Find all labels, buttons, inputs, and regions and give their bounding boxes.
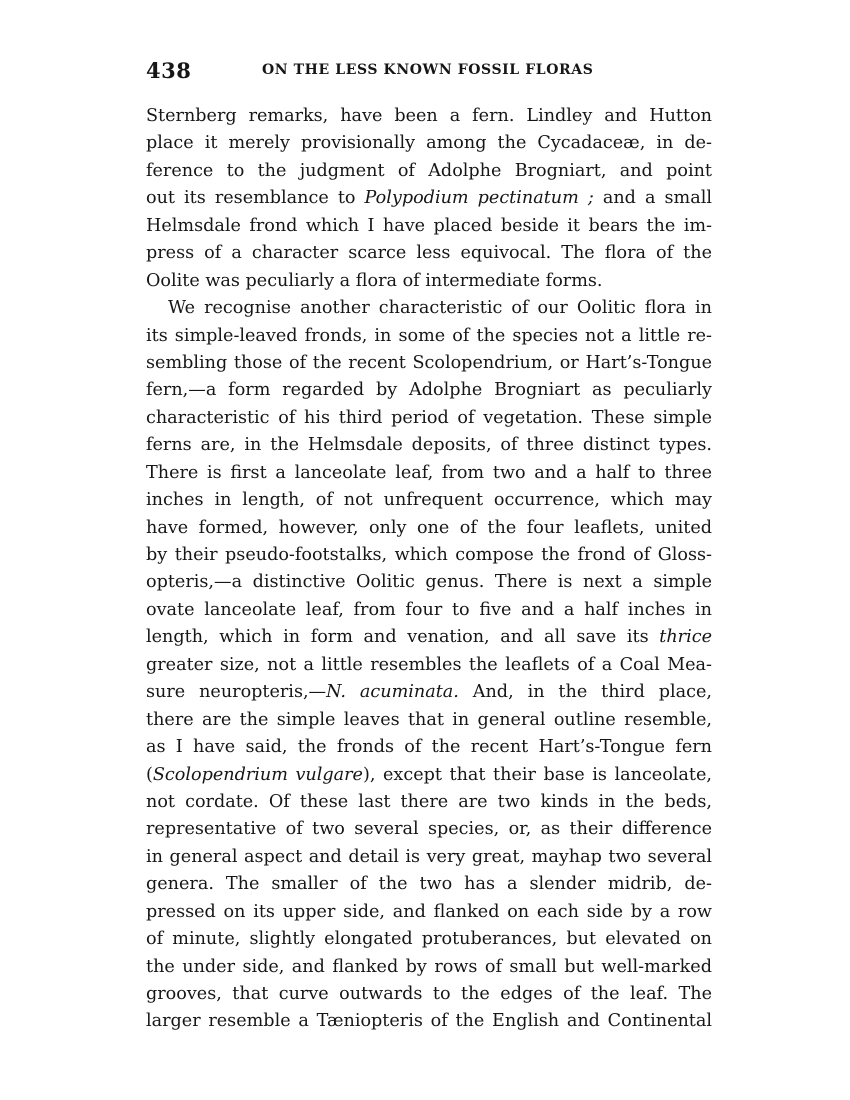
text-line	[146, 871, 712, 898]
text-line	[146, 158, 712, 185]
text-line	[146, 130, 712, 157]
text-segment: press of a character scarce less equivocal. The flora of the	[146, 243, 712, 264]
text-line	[146, 652, 712, 679]
italic-text: Polypodium pectinatum ;	[364, 188, 594, 209]
text-segment: out its resemblance to	[146, 188, 365, 209]
text-line	[146, 295, 712, 322]
text-segment: greater size, not a little resembles the leaflets of a Coal Mea-	[146, 654, 712, 675]
text-segment: not cordate. Of these last there are two kinds in the beds,	[146, 791, 712, 812]
text-segment: Sternberg remarks, have been a fern. Lindley and Hutton	[146, 106, 712, 126]
text-segment: representative of two several species, or, as their difference	[146, 819, 712, 840]
body-text	[146, 103, 712, 1036]
text-segment: fern,—a form regarded by Adolphe Brogniart as peculiarly	[146, 380, 712, 401]
text-segment: ovate lanceolate leaf, from four to five and a half inches in	[146, 599, 712, 620]
text-line	[146, 844, 712, 871]
text-segment: place it merely provisionally among the Cycadaceæ, in de-	[146, 133, 712, 154]
text-segment: have formed, however, only one of the four leaflets, united	[146, 517, 712, 538]
text-line	[146, 405, 712, 432]
text-line	[146, 350, 712, 377]
text-line	[146, 734, 712, 761]
text-line	[146, 432, 712, 459]
text-line	[146, 460, 712, 487]
text-line	[146, 707, 712, 734]
text-line	[146, 487, 712, 514]
text-line	[146, 789, 712, 816]
text-line	[146, 926, 712, 953]
text-segment: characteristic of his third period of vegetation. These simple	[146, 407, 712, 428]
text-line	[146, 1008, 712, 1035]
text-line	[146, 542, 712, 569]
text-segment: pressed on its upper side, and flanked on each side by a row	[146, 901, 712, 922]
text-line	[146, 103, 712, 130]
text-segment: inches in length, of not unfrequent occurrence, which may	[146, 490, 712, 511]
text-segment: ), except that their base is lanceolate,	[362, 764, 712, 785]
text-segment: and a small	[593, 188, 712, 209]
text-segment: in general aspect and detail is very great, mayhap two several	[146, 846, 712, 867]
italic-text: Scolopendrium vulgare	[152, 764, 363, 785]
text-segment: (	[146, 764, 153, 785]
text-line	[146, 185, 712, 212]
text-segment: Oolite was peculiarly a flora of intermediate forms.	[146, 270, 603, 291]
text-line	[146, 899, 712, 926]
text-segment: larger resemble a Tæniopteris of the English and Continental	[146, 1011, 712, 1032]
text-line	[146, 624, 712, 651]
text-line	[146, 762, 712, 789]
text-segment: by their pseudo-footstalks, which compose the frond of Gloss-	[146, 545, 712, 565]
text-line	[146, 679, 712, 706]
text-line	[146, 816, 712, 843]
running-head	[146, 58, 712, 86]
text-line	[146, 213, 712, 240]
text-line	[146, 268, 712, 295]
text-segment: length, which in form and venation, and all save its	[146, 627, 660, 648]
text-segment: sure neuropteris,—	[146, 682, 327, 703]
text-line	[146, 377, 712, 404]
text-segment: genera. The smaller of the two has a slender midrib, de-	[146, 874, 712, 895]
page-number: 438	[146, 58, 192, 83]
text-segment: ferns are, in the Helmsdale deposits, of three distinct types.	[146, 435, 712, 456]
text-line	[146, 323, 712, 350]
text-segment: its simple-leaved fronds, in some of the species not a little re-	[146, 325, 712, 346]
text-line	[146, 569, 712, 596]
text-segment: Helmsdale frond which I have placed beside it bears the im-	[146, 215, 712, 236]
italic-text: N. acuminata.	[326, 682, 459, 703]
text-line	[146, 515, 712, 542]
text-segment: And, in the third place,	[458, 682, 712, 703]
text-segment: ference to the judgment of Adolphe Brogniart, and point	[146, 160, 712, 181]
text-segment: We recognise another characteristic of our Oolitic flora in	[168, 298, 712, 319]
text-line	[146, 597, 712, 624]
text-segment: sembling those of the recent Scolopendrium, or Hart’s-Tongue	[146, 352, 712, 373]
text-segment: as I have said, the fronds of the recent Hart’s-Tongue fern	[146, 737, 712, 758]
text-line	[146, 981, 712, 1008]
running-title: ON THE LESS KNOWN FOSSIL FLORAS	[262, 62, 594, 78]
text-segment: opteris,—a distinctive Oolitic genus. There is next a simple	[146, 572, 712, 593]
text-segment: of minute, slightly elongated protuberances, but elevated on	[146, 929, 712, 950]
text-line	[146, 240, 712, 267]
text-segment: there are the simple leaves that in general outline resemble,	[146, 709, 712, 730]
text-segment: There is first a lanceolate leaf, from two and a half to three	[146, 462, 712, 483]
text-segment: grooves, that curve outwards to the edges of the leaf. The	[146, 984, 712, 1004]
text-line	[146, 954, 712, 981]
text-segment: the under side, and flanked by rows of small but well-marked	[146, 956, 712, 977]
italic-text: thrice	[659, 627, 712, 648]
